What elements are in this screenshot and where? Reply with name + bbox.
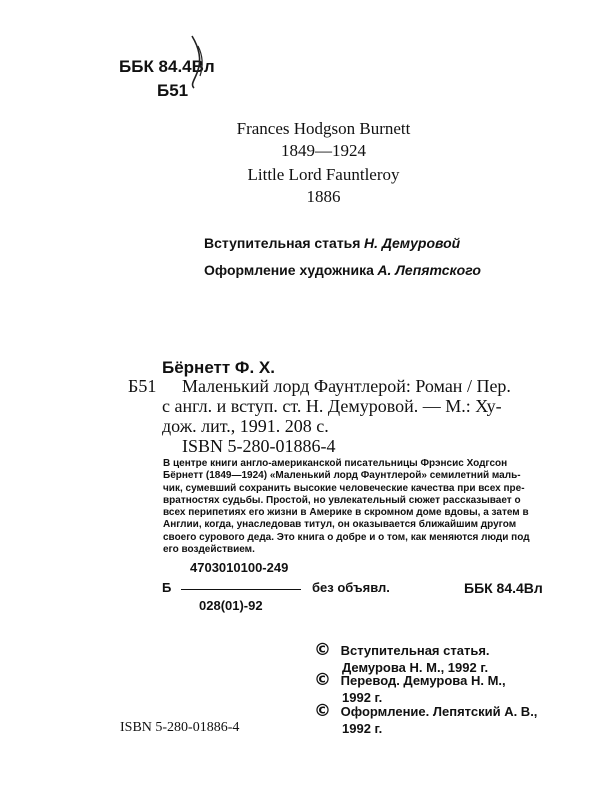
catalog-line-3: дож. лит., 1991. 208 с. bbox=[162, 416, 329, 436]
original-author-years: 1849—1924 bbox=[281, 141, 366, 160]
intro-name: Н. Демуровой bbox=[363, 235, 461, 251]
annotation-line: Бёрнетт (1849—1924) «Маленький лорд Фаунтлерой» семилетний маль- bbox=[163, 470, 521, 482]
bbk-code: ББК 84.4Вл bbox=[119, 57, 215, 76]
price-rule bbox=[181, 589, 301, 590]
catalog-isbn: ISBN 5-280-01886-4 bbox=[182, 436, 336, 456]
price-letter: Б bbox=[162, 580, 172, 595]
annotation-line: его воздействием. bbox=[163, 544, 255, 556]
footer-isbn: ISBN 5-280-01886-4 bbox=[120, 720, 240, 735]
design-name: А. Лепятского bbox=[377, 262, 481, 278]
copyright-icon: © bbox=[314, 701, 331, 721]
intro-credit bbox=[204, 235, 460, 253]
copyright-icon: © bbox=[314, 640, 331, 660]
price-code-top: 4703010100-249 bbox=[190, 560, 289, 575]
annotation-line: своего сурового деда. Это книга о добре и о том, как меняются люди под bbox=[163, 531, 530, 543]
copyright-2-line-2: 1992 г. bbox=[342, 689, 383, 705]
annotation-line: всех перипетиях его жизни в Америке в скромном доме вдовы, а затем в bbox=[163, 507, 529, 519]
copyright-3-line-1: Оформление. Лепятский А. В., bbox=[340, 704, 538, 719]
copyright-3-line-2: 1992 г. bbox=[342, 720, 383, 736]
intro-label: Вступительная статья bbox=[204, 235, 361, 251]
design-label: Оформление художника bbox=[204, 262, 374, 278]
price-bbk: ББК 84.4Вл bbox=[464, 580, 543, 596]
copyright-2-line-1: Перевод. Демурова Н. М., bbox=[340, 673, 506, 688]
book-index: Б51 bbox=[157, 81, 189, 100]
copyright-1-line-1: Вступительная статья. bbox=[340, 643, 490, 658]
copyright-2 bbox=[314, 672, 506, 706]
original-author: Frances Hodgson Burnett bbox=[236, 119, 411, 138]
price-note: без объявл. bbox=[312, 580, 390, 595]
copyright-icon: © bbox=[314, 670, 331, 690]
annotation-line: Англии, когда, унаследовав титул, он оказывается ближайшим другом bbox=[163, 519, 517, 531]
original-year: 1886 bbox=[306, 187, 341, 206]
catalog-author: Бёрнетт Ф. Х. bbox=[162, 358, 275, 377]
copyright-3 bbox=[314, 703, 537, 737]
catalog-line-2: с англ. и вступ. ст. Н. Демуровой. — М.: Ху- bbox=[162, 396, 502, 416]
copyright-1-line-2: Демурова Н. М., 1992 г. bbox=[342, 659, 489, 675]
annotation-line: вратностях судьбы. Простой, но увлекательный сюжет рассказывает о bbox=[163, 494, 521, 506]
price-code-bottom: 028(01)-92 bbox=[199, 598, 263, 613]
annotation bbox=[163, 458, 530, 556]
catalog-index: Б51 bbox=[128, 376, 157, 396]
design-credit bbox=[204, 262, 481, 280]
annotation-line: чик, сумевший сохранить высокие человеческие качества при всех пре- bbox=[163, 482, 525, 494]
original-title: Little Lord Fauntleroy bbox=[247, 165, 400, 184]
annotation-line: В центре книги англо-американской писательницы Фрэнсис Ходгсон bbox=[163, 458, 508, 469]
copyright-1 bbox=[314, 642, 490, 676]
handwritten-mark-icon bbox=[186, 34, 208, 90]
catalog-line-1: Маленький лорд Фаунтлерой: Роман / Пер. bbox=[182, 376, 511, 396]
